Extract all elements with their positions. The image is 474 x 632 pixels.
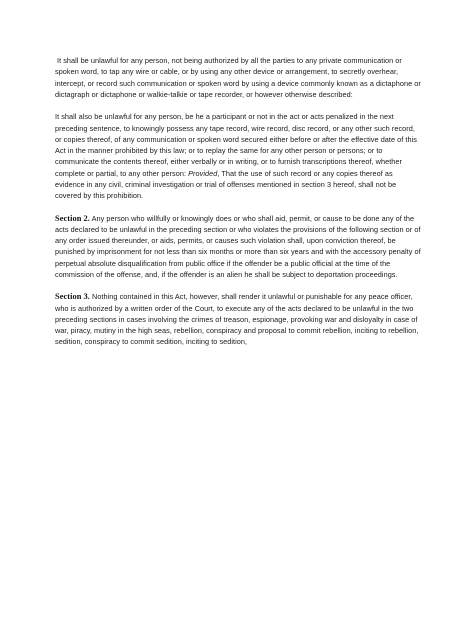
section-2-text: Any person who willfully or knowingly does or who shall aid, permit, or cause to be done any of the acts declared to be unlawful in the preceding section or who violates the provisions of the following section or of any order issued thereunder, or aids, permits, or causes such violation shall, upon conviction thereof, be punished by imprisonment for not less than six months or more than six years and with the accessory penalty of perpetual absolute disqualification from public office if the offender be a public official at the time of the commission of the offense, and, if the offender is an alien he shall be subject to deportation proceedings. — [55, 213, 421, 279]
section-2-heading: Section 2. — [55, 213, 90, 223]
paragraph-unlawful-possession — [55, 111, 421, 201]
section-3-heading: Section 3. — [55, 292, 90, 302]
section-3-text: Nothing contained in this Act, however, shall render it unlawful or punishable for any peace officer, who is authorized by a written order of the Court, to execute any of the acts declared to be unlawful in the two preceding sections in cases involving the crimes of treason, espionage, provoking war and disloyalty in case of war, piracy, mutiny in the high seas, rebellion, conspiracy and proposal to commit rebellion, inciting to rebellion, sedition, conspiracy to commit sedition, inciting to sedition, — [55, 292, 419, 347]
section-3-paragraph — [55, 291, 421, 347]
paragraph-1-text: It shall be unlawful for any person, not being authorized by all the parties to any private communication or spoken word, to tap any wire or cable, or by using any other device or arrangement, to secretly overhear, intercept, or record such communication or spoken word by using a device commonly known as a dictaphone or dictagraph or dictaphone or walkie-talkie or tape recorder, or however otherwise described: — [55, 56, 421, 99]
paragraph-unlawful-recording — [55, 55, 421, 100]
document-body — [55, 55, 421, 359]
proviso-label: Provided — [188, 168, 218, 178]
section-2-paragraph — [55, 213, 421, 281]
paragraph-2-text-part-2: , That the use of such record or any copies thereof as evidence in any civil, criminal investigation or trial of offenses mentioned in section 3 hereof, shall not be covered by this prohibition. — [55, 168, 397, 200]
paragraph-2-text-part-1: It shall also be unlawful for any person, be he a participant or not in the act or acts penalized in the next preceding sentence, to knowingly possess any tape record, wire record, disc record, or any other such record, or copies thereof, of any communication or spoken word secured either before or after the effective date of this Act in the manner prohibited by this law; or to replay the same for any other person or persons; or to communicate the contents thereof, either verbally or in writing, or to furnish transcriptions thereof, whether complete or partial, to any other person: — [55, 112, 417, 178]
